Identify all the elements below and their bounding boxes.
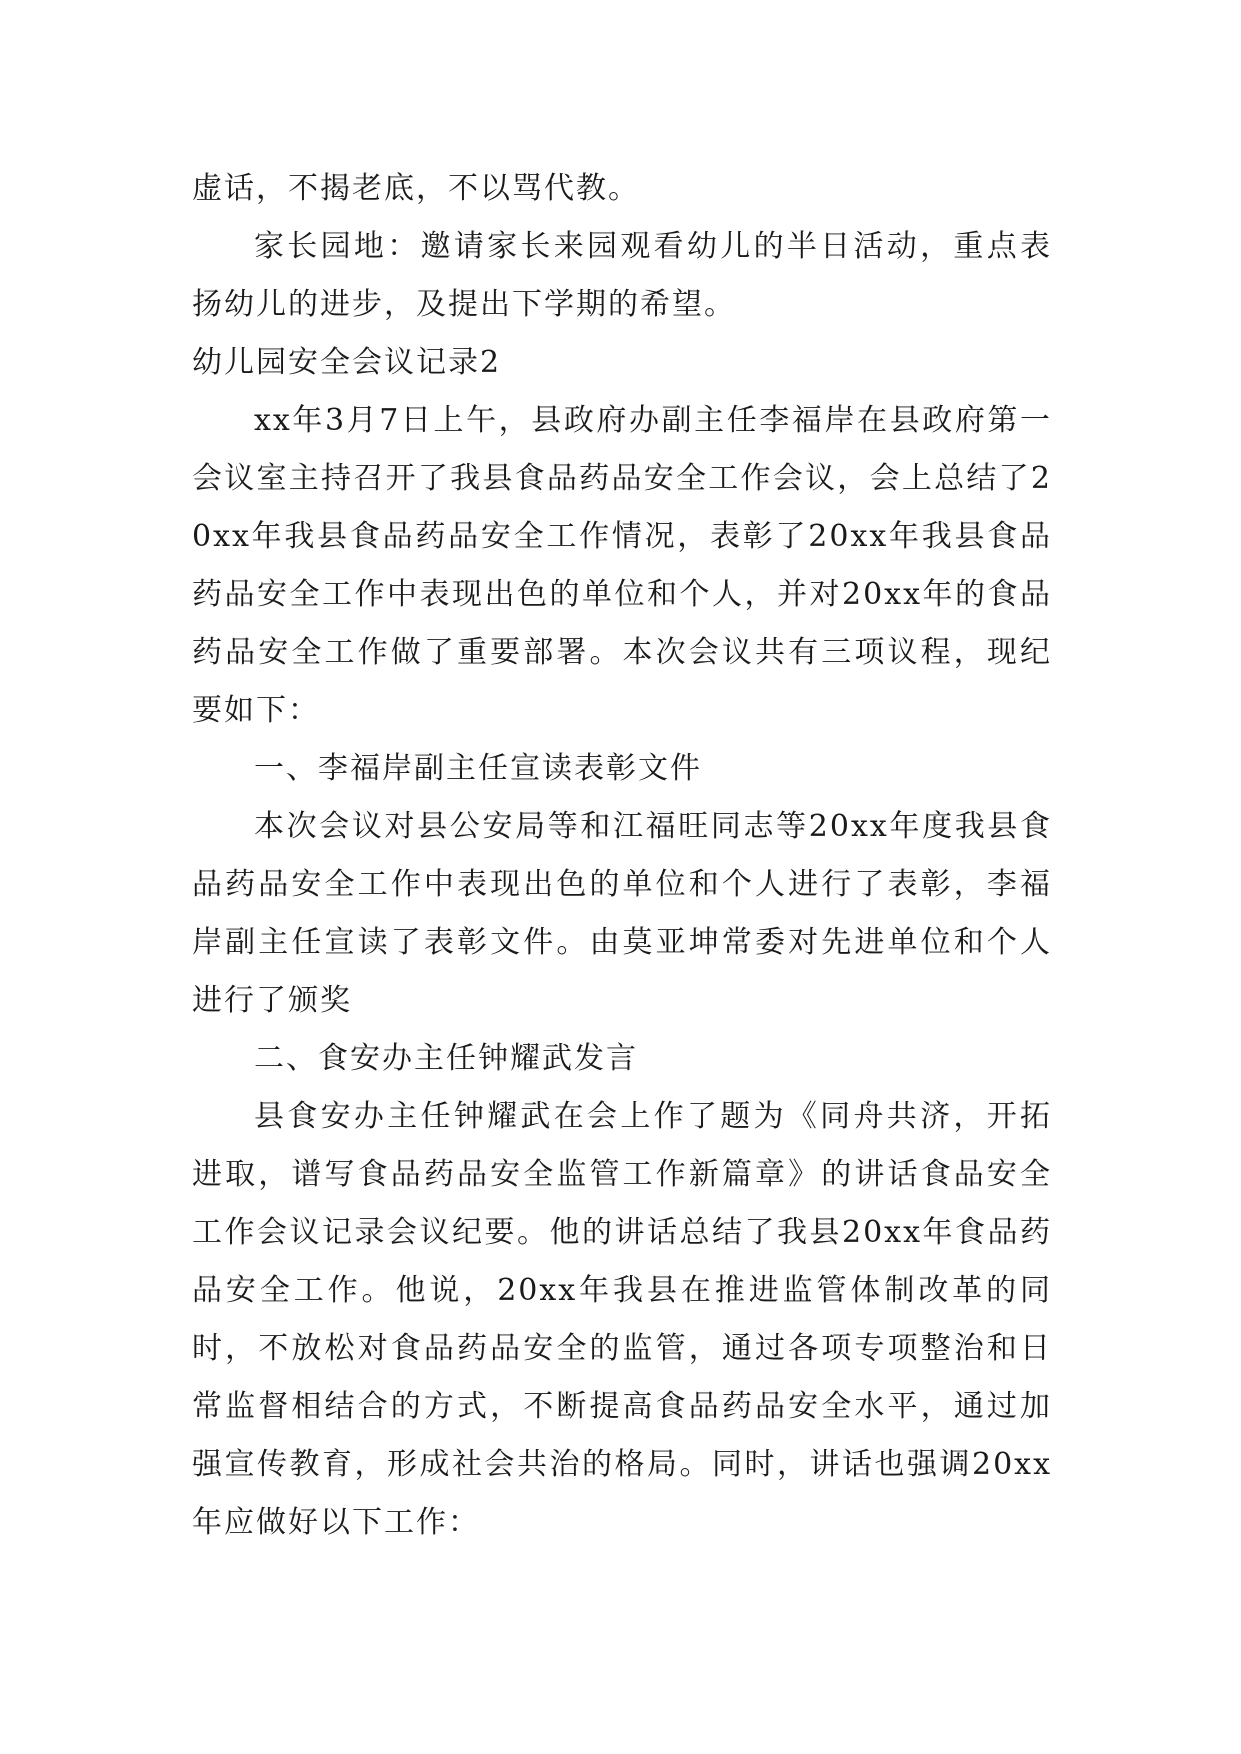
agenda-item-2-title: 二、食安办主任钟耀武发言 (254, 1041, 638, 1076)
paragraph-meeting-intro: xx年3月7日上午，县政府办副主任李福岸在县政府第一会议室主持召开了我县食品药品安全工作会议，会上总结了20xx年我县食品药品安全工作情况，表彰了20xx年我县食品药品安全工作中表现出色的单位和个人，并对20xx年的食品药品安全工作做了重要部署。本次会议共有三项议程，现纪要如下： (192, 403, 1052, 728)
document-body (192, 160, 1052, 1552)
section-heading: 幼儿园安全会议记录2 (192, 345, 502, 380)
paragraph-parent-garden: 家长园地：邀请家长来园观看幼儿的半日活动，重点表扬幼儿的进步，及提出下学期的希望。 (192, 229, 1052, 322)
paragraph-continuation: 虚话，不揭老底，不以骂代教。 (192, 171, 640, 206)
paragraph-commendation: 本次会议对县公安局等和江福旺同志等20xx年度我县食品药品安全工作中表现出色的单位和个人进行了表彰，李福岸副主任宣读了表彰文件。由莫亚坤常委对先进单位和个人进行了颁奖 (192, 809, 1052, 1018)
paragraph-speech: 县食安办主任钟耀武在会上作了题为《同舟共济，开拓进取，谱写食品药品安全监管工作新篇章》的讲话食品安全工作会议记录会议纪要。他的讲话总结了我县20xx年食品药品安全工作。他说，20xx年我县在推进监管体制改革的同时，不放松对食品药品安全的监管，通过各项专项整治和日常监督相结合的方式，不断提高食品药品安全水平，通过加强宣传教育，形成社会共治的格局。同时，讲话也强调20xx年应做好以下工作： (192, 1099, 1052, 1540)
agenda-item-1-title: 一、李福岸副主任宣读表彰文件 (254, 751, 702, 786)
